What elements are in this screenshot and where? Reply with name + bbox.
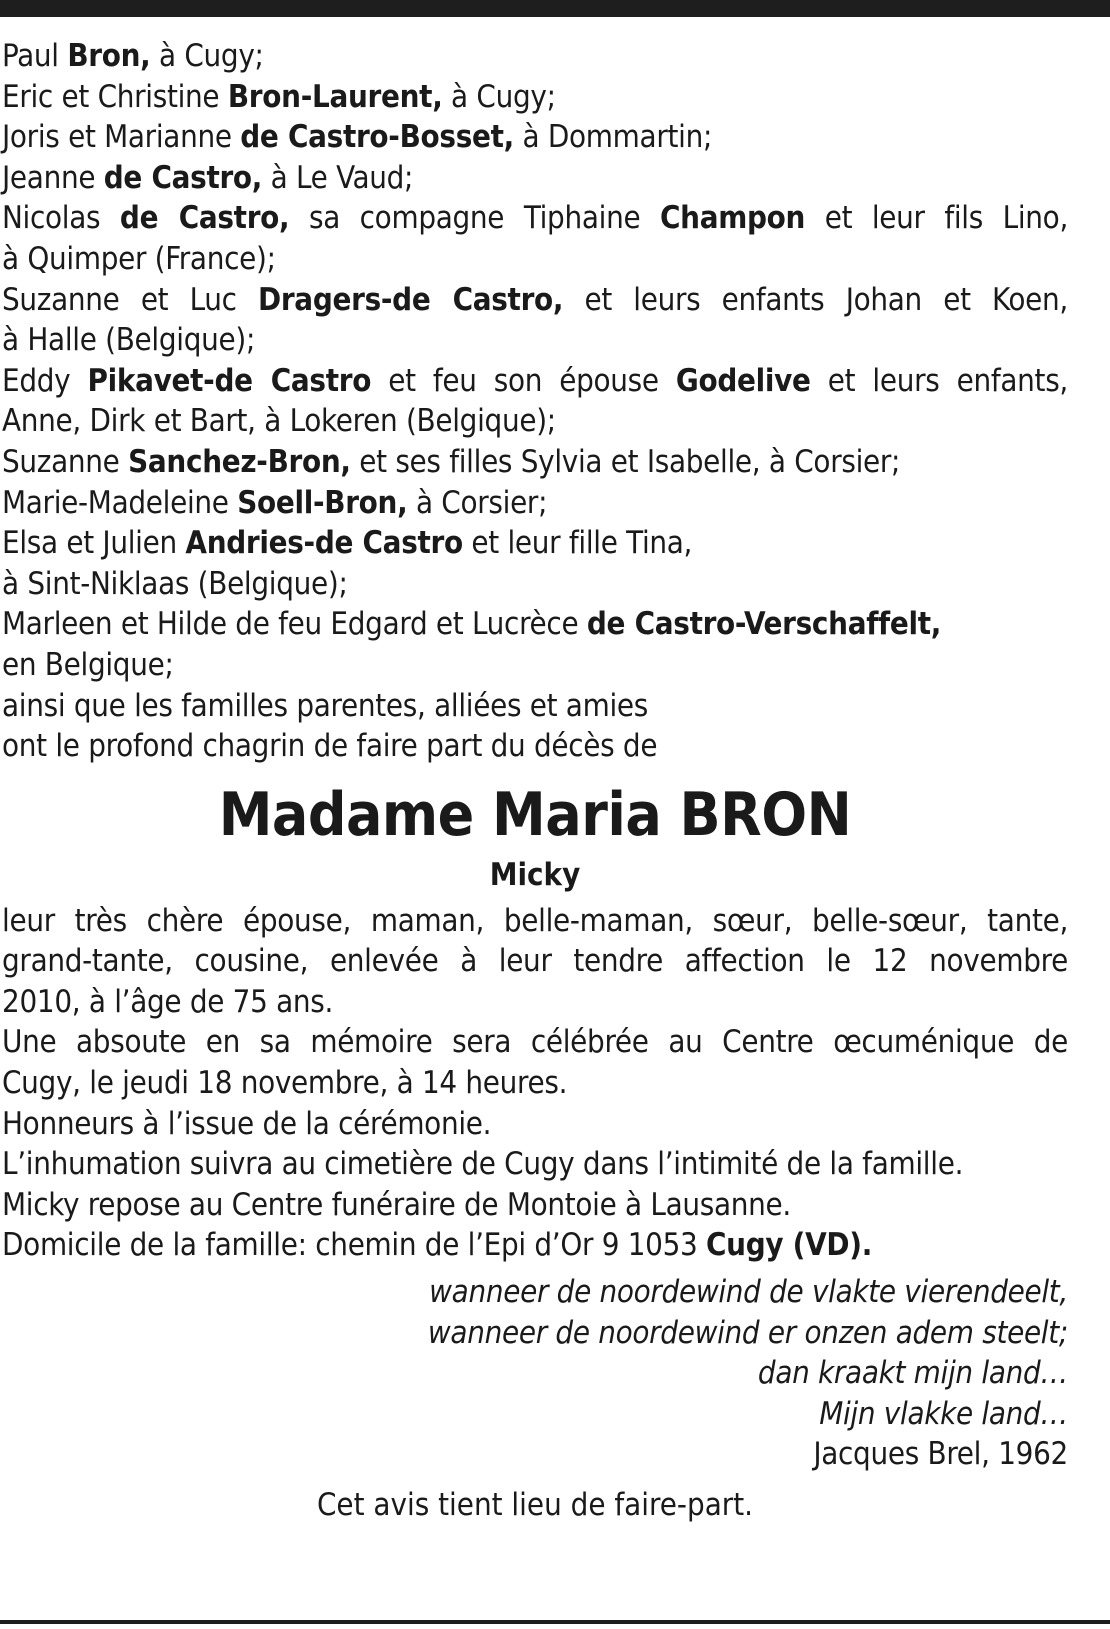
body-line: Une absoute en sa mémoire sera célébrée au Centre œcuménique de: [2, 1024, 1068, 1061]
notice-body: [2, 901, 1068, 1266]
body-line: 2010, à l’âge de 75 ans.: [2, 983, 334, 1020]
family-line: Elsa et Julien Andries-de Castro et leur fille Tina,: [2, 525, 693, 562]
family-line: en Belgique;: [2, 646, 174, 683]
family-list: [2, 36, 1068, 767]
family-line: Suzanne Sanchez-Bron, et ses filles Sylvia et Isabelle, à Corsier;: [2, 443, 901, 480]
poem-author: Jacques Brel, 1962: [813, 1436, 1068, 1473]
body-line: Cugy, le jeudi 18 novembre, à 14 heures.: [2, 1065, 568, 1102]
poem-line: Mijn vlakke land…: [819, 1395, 1068, 1432]
body-line: Domicile de la famille: chemin de l’Epi d’Or 9 1053 Cugy (VD).: [2, 1227, 873, 1264]
family-line: Eric et Christine Bron-Laurent, à Cugy;: [2, 78, 556, 115]
body-line: L’inhumation suivra au cimetière de Cugy dans l’intimité de la famille.: [2, 1146, 964, 1183]
family-line: ont le profond chagrin de faire part du décès de: [2, 728, 658, 765]
body-line: leur très chère épouse, maman, belle-maman, sœur, belle-sœur, tante,: [2, 902, 1068, 939]
family-line: ainsi que les familles parentes, alliées et amies: [2, 687, 649, 724]
poem-line: wanneer de noordewind er onzen adem steelt;: [427, 1314, 1068, 1351]
family-line: Anne, Dirk et Bart, à Lokeren (Belgique);: [2, 403, 556, 440]
family-line: Suzanne et Luc Dragers-de Castro, et leurs enfants Johan et Koen,: [2, 281, 1068, 318]
deceased-name: Madame Maria BRON: [218, 779, 852, 850]
family-line: Paul Bron, à Cugy;: [2, 38, 264, 74]
family-line: Nicolas de Castro, sa compagne Tiphaine Champon et leur fils Lino,: [2, 200, 1068, 237]
family-line: Marie-Madeleine Soell-Bron, à Corsier;: [2, 484, 548, 521]
family-line: à Sint-Niklaas (Belgique);: [2, 565, 348, 602]
top-rule: [0, 0, 1110, 17]
body-line: grand-tante, cousine, enlevée à leur tendre affection le 12 novembre: [2, 943, 1068, 980]
poem-line: dan kraakt mijn land…: [757, 1355, 1068, 1392]
bottom-rule: [0, 1620, 1110, 1624]
family-line: à Halle (Belgique);: [2, 322, 256, 359]
family-line: Jeanne de Castro, à Le Vaud;: [2, 159, 414, 196]
family-line: Joris et Marianne de Castro-Bosset, à Dommartin;: [2, 119, 713, 156]
family-line: Eddy Pikavet-de Castro et feu son épouse Godelive et leurs enfants,: [2, 362, 1068, 399]
body-line: Micky repose au Centre funéraire de Montoie à Lausanne.: [2, 1186, 791, 1223]
closing-note: Cet avis tient lieu de faire-part.: [316, 1487, 754, 1523]
poem-line: wanneer de noordewind de vlakte vierendeelt,: [429, 1274, 1068, 1311]
obituary-notice: [2, 36, 1068, 1525]
family-line: Marleen et Hilde de feu Edgard et Lucrèce de Castro-Verschaffelt,: [2, 606, 942, 643]
poem-quote: [2, 1272, 1068, 1475]
body-line: Honneurs à l’issue de la cérémonie.: [2, 1105, 492, 1142]
deceased-nickname: Micky: [489, 856, 581, 893]
family-line: à Quimper (France);: [2, 240, 276, 277]
